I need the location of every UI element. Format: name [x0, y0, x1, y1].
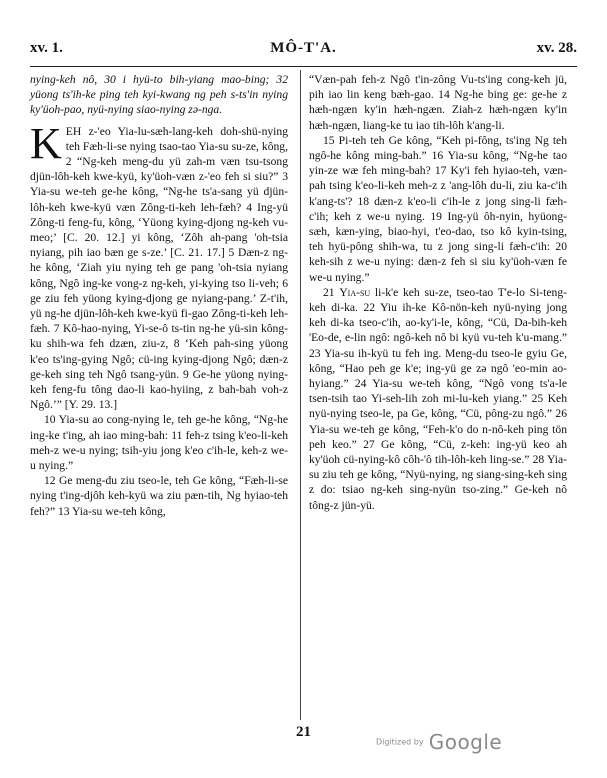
header-rule: [30, 66, 577, 67]
google-watermark: [376, 730, 502, 754]
header-chapter-verse-end: xv. 28.: [536, 40, 577, 56]
italic-lead-paragraph: nying-keh nô, 30 i hyü-to bih-yiang mao-bing; 32 yüong ts'ih-ke ping teh kyi-kwang ng peh s-ts'in nying ky'üoh-pao, nyü-nying siao-nying zə-nga.: [30, 73, 288, 117]
paragraph-chapter-start: [30, 118, 288, 413]
verse-number: 21: [323, 285, 335, 299]
watermark-digitized-text: Digitized by: [376, 737, 424, 747]
column-divider: [300, 70, 301, 720]
running-header: [30, 40, 577, 62]
header-chapter-verse-start: xv. 1.: [30, 40, 63, 56]
paragraph-verse-21: [309, 285, 567, 513]
header-book-title: MÔ-T'A.: [270, 40, 337, 56]
google-logo-text: Google: [428, 730, 503, 754]
right-column: [309, 72, 567, 513]
page-number: 21: [296, 724, 311, 740]
paragraph-verse-15: 15 Pi-teh teh Ge kông, “Keh pi-fông, ts'ing Ng teh ngô-he kông ming-bah.” 16 Yia-su kông, “Ng-he tao yin-ze wæ feh ming-bah? 17 Ky'i feh hyiao-teh, væn-pah tsing k'eo-li-keh meh-z z 'ang-lôh du-li, ziu ka-c'ih k'ang-ts'? 18 dæn-z k'eo-li c'ih-le z jong sing-li fæh-c'ih; keh z we-u nying. 19 Ing-yü ôh-nyin, hyüong-sæh, kæn-ying, biao-hyi, t'eo-dao, tso kô kyin-tsing, teh hyü-pông shih-wa, tu z jong sing-li fæh-c'ih: 20 keh-sih z we-u nying: dæn-z feh si siu ky'üoh-væn fe we-u nying.”: [309, 133, 567, 284]
paragraph-text: EH z-'eo Yia-lu-sæh-lang-keh doh-shü-nying teh Fæh-li-se nying tsao-tao Yia-su su-ze, kông, 2 “Ng-keh meng-du yü zah-m væn tsu-tsong djün-lôh-keh kwe-kyü, ky'üoh-væn z-'eo feh si siu?” 3 Yia-su we-teh ge-he kông, “Ng-he ts'a-sang yü djün-lôh-keh kwe-kyü væn Zông-ti-keh leh-fæh? 4 Ing-yü Zông-ti feng-fu, kông, ‘Yüong kying-djong ng-keh vu-meo;’ [C. 20. 12.] yi kông, ‘Zôh ah-pang 'oh-tsia nyiang, pih iao bæn ge s-ze.’ [C. 21. 17.] 5 Dæn-z ng-he kông, ‘Ziah yiu nying teh ge pang 'oh-tsia nyiang kông, Ngô ing-ke vong-z ng-keh, yi-kying tso li-veh; 6 ge ziu feh yüong kying-djong ge nyiang-pang.’ Z-t'ih, yü ng-he djün-lôh-keh kwe-kyü fi-gao Zông-ti-keh leh-fæh. 7 Kô-hao-nying, Yi-se-ô ts-tin ng-he yü-sin kông-ku shih-wa feh dzæn, ziu-z, 8 ‘Keh pah-sing yüong k'eo ts'ing-gying Ngô; cü-ing kying-djong Ngô; dæn-z ge-keh sing teh Ngô tsang-yün. 9 Ge-he yüong nying-keh feng-fu tông dao-li kao-hyiing, z bah-bah voh-z Ngô.’” [Y. 29. 13.]: [30, 124, 288, 412]
left-column: [30, 72, 288, 519]
drop-cap-letter: K: [30, 118, 62, 168]
paragraph-verse-13-cont: “Væn-pah feh-z Ngô t'in-zông Vu-ts'ing cong-keh jü, pih iao lin keng bæh-gao. 14 Ng-he bing ge: ge-he z hæh-ngæn ky'in hæh-ngæn. Ziah-z hæh-ngæn ky'in hæh-ngæn, liang-ke tu iao tih-lôh k'ang-li.: [309, 73, 567, 132]
small-caps-name: Yia-su: [339, 285, 371, 299]
paragraph-verse-10: 10 Yia-su ao cong-nying le, teh ge-he kông, “Ng-he ing-ke t'ing, ah iao ming-bah: 11 feh-z tsing k'eo-li-keh meh-z we-u nying; tsih-yiu jong k'eo c'ih-le, keh-z we-u nying.”: [30, 413, 288, 473]
paragraph-verse-12: 12 Ge meng-du ziu tseo-le, teh Ge kông, “Fæh-li-se nying t'ing-djôh keh-kyü wa ziu pæn-tih, Ng hyiao-teh feh?” 13 Yia-su we-teh kông,: [30, 474, 288, 518]
paragraph-text: li-k'e keh su-ze, tseo-tao T'e-lo Si-teng-keh di-ka. 22 Yiu ih-ke Kô-nön-keh nyü-nying jong keh di-ka tseo-c'ih, ao-ky'i-le, kông, “Cü, Da-bih-keh 'Eo-de, e-lin ngô: ngô-keh nô bi kyü vu-teh k'u-mang.” 23 Yia-su ih-kyü tu feh ing. Meng-du tseo-le gyiu Ge, kông, “Hao peh ge k'e; ing-yü ge zə ngô 'eo-min ao-hyiang.” 24 Yia-su we-teh kông, “Ngô vong ts'a-le tsen-tsih tao Yi-seh-lih zoh mi-lu-keh yiang.” 25 Keh nyü-nying tseo-le, pa Ge, kông, “Cü, pông-zu ngô.” 26 Yia-su we-teh ge kông, “Feh-k'o do n-nô-keh ping tön peh keo.” 27 Ge kông, “Cü, z-keh: ing-yü keo ah ky'üoh cü-nying-kô côh-'ô tih-lôh-keh ling-se.” 28 Yia-su ziu teh ge kông, “Nyü-nying, ng siang-sing-keh sing z do: tsiao ng-keh sing-nyün tso-zing.” Ge-keh nô tông-z jün-yü.: [309, 285, 567, 512]
